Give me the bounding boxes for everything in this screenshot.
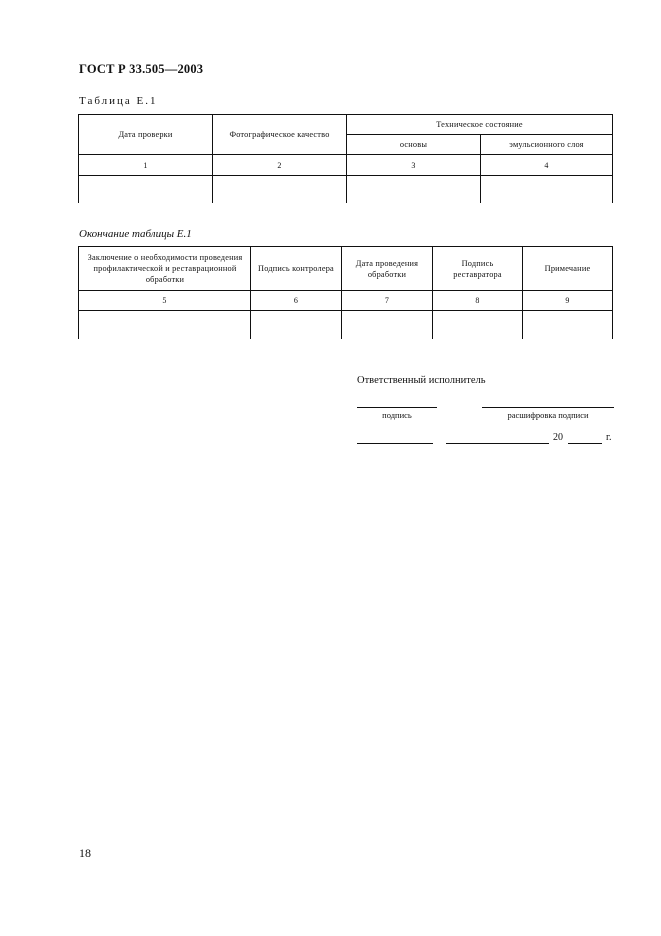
column-header-date: Дата проверки xyxy=(118,130,173,139)
column-header-restorer-signature: Подпись реставратора xyxy=(453,258,502,279)
signature-label: подпись xyxy=(382,410,412,420)
column-number: 7 xyxy=(384,296,390,305)
column-number: 4 xyxy=(544,160,549,170)
column-header-emulsion: эмульсионного слоя xyxy=(509,140,584,149)
responsible-executor-label: Ответственный исполнитель xyxy=(357,375,486,386)
signature-line xyxy=(357,407,437,408)
column-header-photo-quality: Фотографическое качество xyxy=(229,130,330,139)
column-number: 9 xyxy=(565,296,570,305)
column-header-controller-signature: Подпись контролера xyxy=(258,264,334,273)
page-number: 18 xyxy=(79,846,91,860)
document-number: ГОСТ Р 33.505—2003 xyxy=(79,62,204,76)
column-number: 3 xyxy=(411,160,416,170)
column-number: 1 xyxy=(143,160,148,170)
column-header-note: Примечание xyxy=(544,264,591,273)
table-continuation-caption: Окончание таблицы Е.1 xyxy=(79,228,192,240)
column-header-conclusion: Заключение о необходимости проведения профилактической и реставрационной обработки xyxy=(87,253,243,284)
column-number: 6 xyxy=(293,296,299,305)
column-header-base: основы xyxy=(399,140,428,149)
column-number: 2 xyxy=(277,160,282,170)
table-caption: Таблица Е.1 xyxy=(79,95,158,107)
column-header-tech-state: Техническое состояние xyxy=(436,120,523,129)
signature-decoding-label: расшифровка подписи xyxy=(507,410,589,420)
column-number: 5 xyxy=(162,296,167,305)
signature-decoding-line xyxy=(482,407,614,408)
column-number: 8 xyxy=(475,296,480,305)
column-header-processing-date: Дата проведения обработки xyxy=(355,258,419,279)
